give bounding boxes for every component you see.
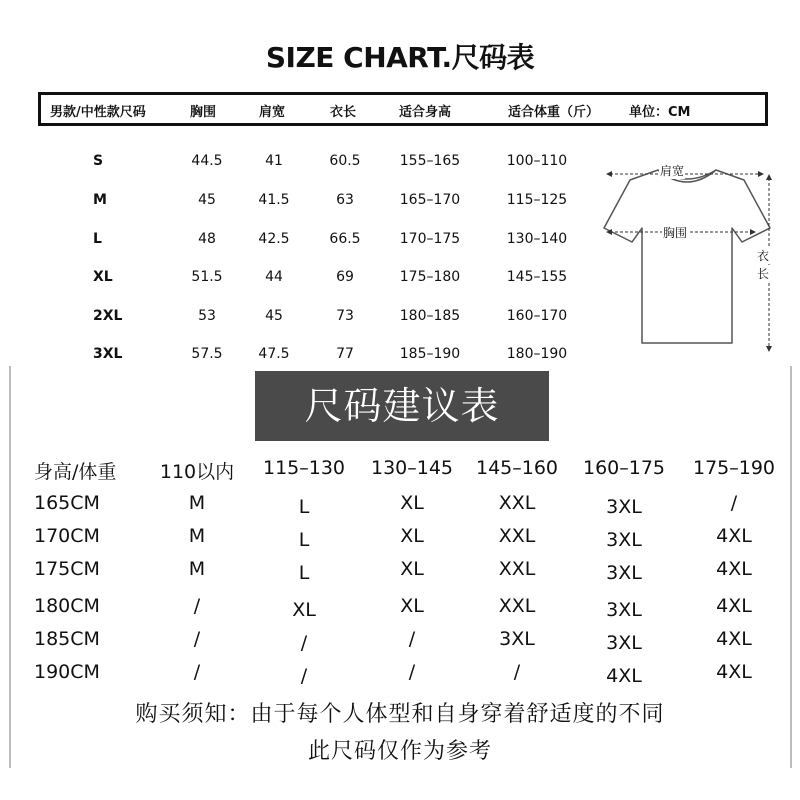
recommend-cell: 4XL	[716, 525, 752, 547]
size-cell-height: 170–175	[399, 231, 461, 247]
size-label: 3XL	[93, 346, 123, 362]
recommend-cell: XL	[400, 558, 424, 580]
recommend-column-header: 115–130	[262, 457, 346, 479]
size-label: L	[93, 231, 102, 247]
recommend-cell: 4XL	[716, 628, 752, 650]
recommend-cell: /	[193, 661, 201, 683]
size-cell-weight: 160–170	[506, 308, 568, 324]
header-shoulder: 肩宽	[259, 105, 286, 120]
size-cell-shoulder: 42.5	[258, 231, 290, 247]
diagram-chest-label: 胸围	[663, 226, 688, 240]
recommend-column-header: 160–175	[582, 457, 666, 479]
size-label: S	[93, 153, 104, 169]
size-cell-length: 73	[336, 308, 354, 324]
recommend-cell: M	[188, 558, 206, 580]
recommend-row-height: 170CM	[34, 525, 100, 547]
header-weight: 适合体重（斤）	[508, 105, 600, 120]
recommend-cell: /	[730, 492, 738, 514]
recommend-cell: /	[408, 661, 416, 683]
recommend-cell: /	[300, 632, 308, 654]
size-cell-shoulder: 44	[265, 269, 283, 285]
recommend-row-height: 180CM	[34, 595, 100, 617]
recommend-cell: 3XL	[606, 529, 642, 551]
recommend-cell: XXL	[498, 525, 536, 547]
recommend-column-header: 130–145	[370, 457, 454, 479]
size-cell-length: 63	[336, 192, 354, 208]
recommend-cell: /	[513, 661, 521, 683]
recommend-cell: M	[188, 492, 206, 514]
recommend-cell: L	[298, 496, 310, 518]
size-cell-weight: 100–110	[506, 153, 568, 169]
size-cell-height: 155–165	[399, 153, 461, 169]
header-unit: 单位：CM	[629, 105, 691, 120]
recommend-row-height: 165CM	[34, 492, 100, 514]
recommend-corner-label: 身高/体重	[34, 461, 117, 483]
header-size: 男款/中性款尺码	[50, 105, 146, 120]
size-cell-chest: 44.5	[191, 153, 223, 169]
recommend-cell: M	[188, 525, 206, 547]
size-cell-chest: 51.5	[191, 269, 223, 285]
header-chest: 胸围	[190, 105, 217, 120]
size-cell-weight: 145–155	[506, 269, 568, 285]
size-cell-length: 60.5	[329, 153, 361, 169]
recommend-cell: L	[298, 562, 310, 584]
size-label: XL	[93, 269, 113, 285]
size-cell-shoulder: 45	[265, 308, 283, 324]
recommend-column-header: 175–190	[692, 457, 776, 479]
size-cell-shoulder: 47.5	[258, 346, 290, 362]
recommend-column-header: 145–160	[475, 457, 559, 479]
size-cell-weight: 180–190	[506, 346, 568, 362]
recommend-cell: 4XL	[716, 595, 752, 617]
recommend-column-header: 110以内	[159, 461, 235, 483]
size-cell-height: 185–190	[399, 346, 461, 362]
recommend-cell: 3XL	[606, 562, 642, 584]
recommend-row-height: 175CM	[34, 558, 100, 580]
recommend-cell: XL	[400, 595, 424, 617]
size-cell-chest: 48	[198, 231, 216, 247]
header-length: 衣长	[330, 105, 357, 120]
size-cell-chest: 53	[198, 308, 216, 324]
size-cell-length: 69	[336, 269, 354, 285]
recommend-row-height: 190CM	[34, 661, 100, 683]
size-cell-shoulder: 41.5	[258, 192, 290, 208]
size-label: M	[93, 192, 107, 208]
size-cell-length: 66.5	[329, 231, 361, 247]
size-label: 2XL	[93, 308, 123, 324]
recommend-row-height: 185CM	[34, 628, 100, 650]
recommend-cell: /	[193, 595, 201, 617]
recommend-cell: 3XL	[499, 628, 535, 650]
recommend-cell: XL	[400, 525, 424, 547]
size-cell-chest: 45	[198, 192, 216, 208]
recommend-cell: 3XL	[606, 496, 642, 518]
diagram-shoulder-label: 肩宽	[660, 164, 685, 178]
recommend-cell: /	[193, 628, 201, 650]
size-cell-length: 77	[336, 346, 354, 362]
size-cell-height: 165–170	[399, 192, 461, 208]
purchase-note: 购买须知：由于每个人体型和自身穿着舒适度的不同	[135, 702, 665, 727]
recommend-banner: 尺码建议表	[255, 371, 549, 441]
diagram-length-label-2: 长	[757, 267, 770, 281]
tshirt-diagram-icon	[592, 158, 782, 358]
recommend-cell: XXL	[498, 595, 536, 617]
size-cell-weight: 130–140	[506, 231, 568, 247]
recommend-cell: XXL	[498, 492, 536, 514]
size-cell-chest: 57.5	[191, 346, 223, 362]
page-title: SIZE CHART.尺码表	[265, 41, 535, 74]
recommend-cell: 3XL	[606, 599, 642, 621]
size-cell-shoulder: 41	[265, 153, 283, 169]
recommend-cell: /	[408, 628, 416, 650]
header-height: 适合身高	[399, 105, 452, 120]
recommend-cell: /	[300, 665, 308, 687]
recommend-cell: 4XL	[606, 665, 642, 687]
recommend-cell: L	[298, 529, 310, 551]
purchase-note-2: 此尺码仅作为参考	[307, 739, 492, 764]
recommend-cell: 4XL	[716, 661, 752, 683]
size-cell-height: 175–180	[399, 269, 461, 285]
recommend-cell: XL	[292, 599, 316, 621]
diagram-length-label-1: 衣	[757, 249, 770, 263]
recommend-cell: XL	[400, 492, 424, 514]
recommend-cell: XXL	[498, 558, 536, 580]
recommend-cell: 4XL	[716, 558, 752, 580]
size-cell-weight: 115–125	[506, 192, 568, 208]
recommend-cell: 3XL	[606, 632, 642, 654]
size-cell-height: 180–185	[399, 308, 461, 324]
